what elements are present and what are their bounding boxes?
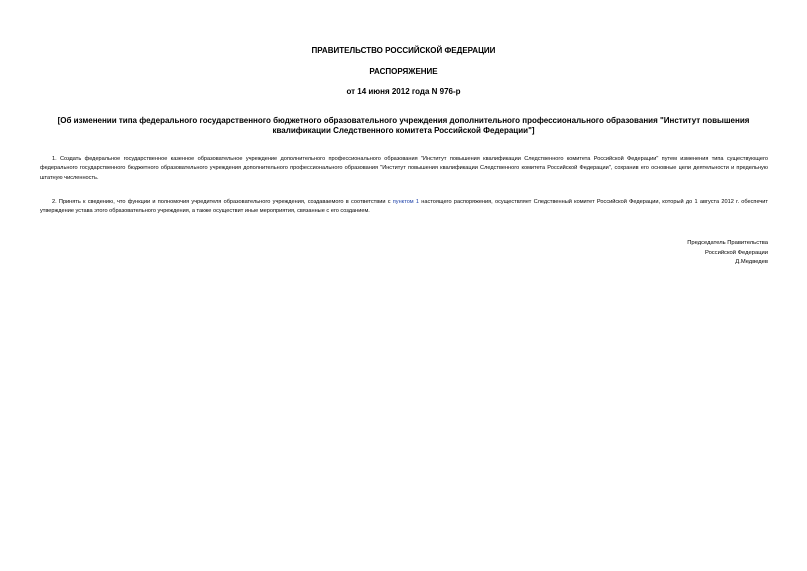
document-type-heading: РАСПОРЯЖЕНИЕ	[369, 67, 438, 76]
government-heading: ПРАВИТЕЛЬСТВО РОССИЙСКОЙ ФЕДЕРАЦИИ	[311, 46, 496, 55]
date-number-heading: от 14 июня 2012 года N 976-р	[346, 87, 461, 96]
signature-position: Председатель Правительства	[687, 240, 768, 246]
document-title: [Об изменении типа федерального государственного бюджетного образовательного учреждения дополнительного профессионального образования "Институт повышения квалификации Следственного комитета Российской Федерации"]	[57, 116, 750, 135]
signature-name: Д.Медведев	[735, 259, 768, 266]
signature-country: Российской Федерации	[704, 249, 768, 256]
paragraph-1: 1. Создать федеральное государственное казенное образовательное учреждение дополнительного профессионального образования "Институт повышения квалификации Следственного комитета Российской Федерации" путем изменения типа существующего федерального государственного бюджетного образовательного учреждения дополнительного профессионального образования "Институт повышения квалификации Следственного комитета Российской Федерации", сохранив его основные цели деятельности и предельную штатную численность.	[40, 156, 768, 181]
paragraph-1-reference-link[interactable]: пунктом 1	[392, 199, 420, 205]
signature-block	[568, 239, 768, 268]
paragraph-2	[40, 198, 768, 217]
paragraph-2-text-after: настоящего распоряжения, осуществляет Следственный комитет Российской Федерации, который до 1 августа 2012 г. обеспечит утверждение устава этого образовательного учреждения, а также осуществит иные мероприятия, связанные с его созданием.	[40, 199, 768, 215]
paragraph-2-text-before: 2. Принять к сведению, что функции и полномочия учредителя образовательного учреждения, создаваемого в соответствии с	[52, 199, 393, 205]
